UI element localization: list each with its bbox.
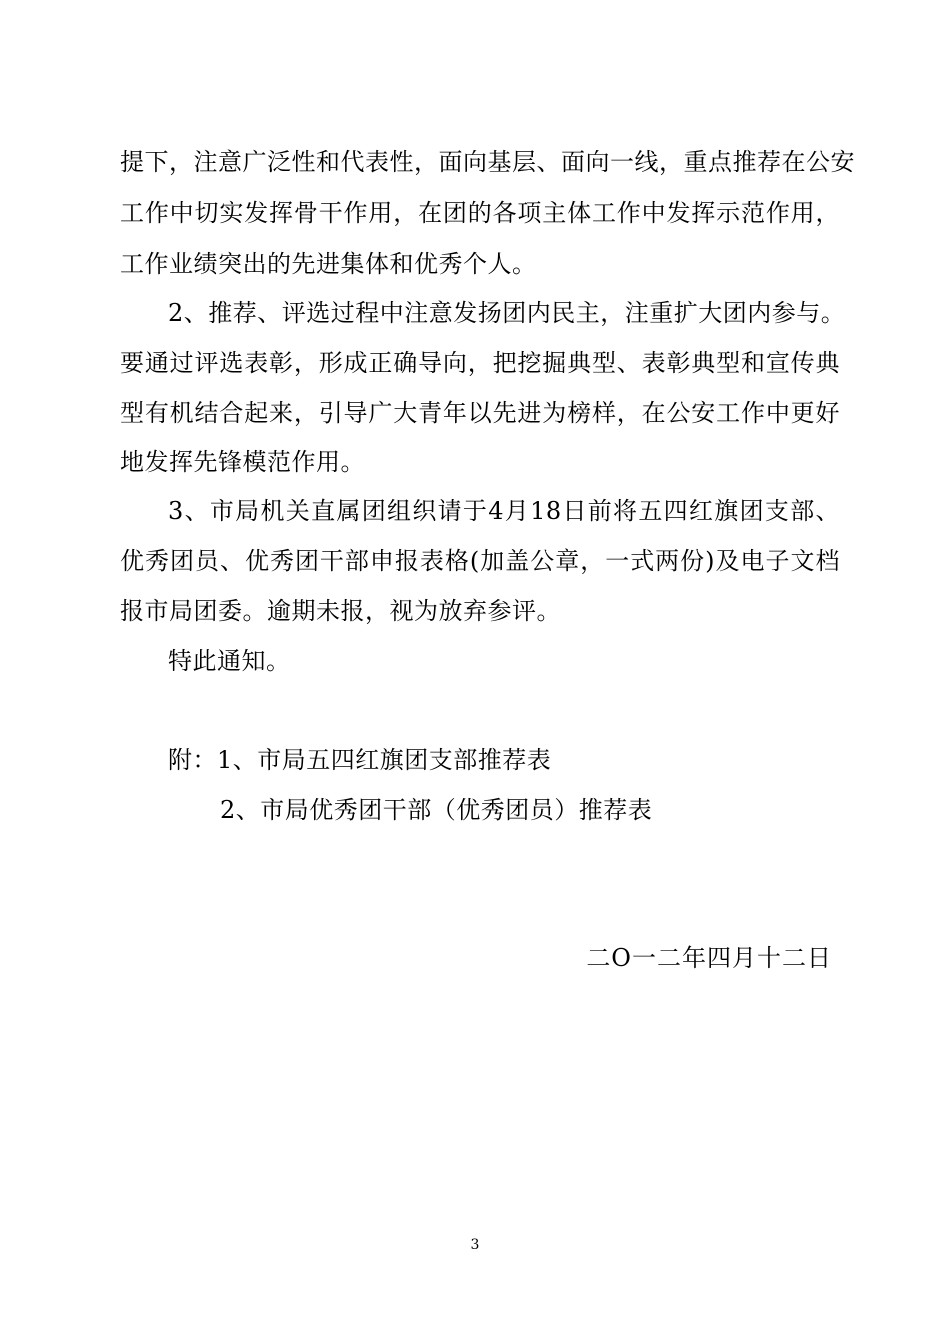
document-date: 二O一二年四月十二日 xyxy=(586,944,832,972)
para1-line-1: 提下，注意广泛性和代表性，面向基层、面向一线，重点推荐在公安 xyxy=(120,148,855,176)
para3-line-2: 优秀团员、优秀团干部申报表格(加盖公章，一式两份)及电子文档 xyxy=(120,547,840,575)
para1-line-2: 工作中切实发挥骨干作用，在团的各项主体工作中发挥示范作用， xyxy=(120,199,840,227)
para1-line-3: 工作业绩突出的先进集体和优秀个人。 xyxy=(120,250,537,278)
para2-line-1: 2、推荐、评选过程中注意发扬团内民主，注重扩大团内参与。 xyxy=(168,299,846,327)
para3-line-3: 报市局团委。逾期未报，视为放弃参评。 xyxy=(120,597,561,625)
para2-line-2: 要通过评选表彰，形成正确导向，把挖掘典型、表彰典型和宣传典 xyxy=(120,349,840,377)
para2-line-4: 地发挥先锋模范作用。 xyxy=(120,448,365,476)
attachment-line-2: 2、市局优秀团干部（优秀团员）推荐表 xyxy=(220,796,653,824)
closing-line: 特此通知。 xyxy=(168,647,291,675)
para3-line-1: 3、市局机关直属团组织请于4月18日前将五四红旗团支部、 xyxy=(168,497,840,525)
para2-line-3: 型有机结合起来，引导广大青年以先进为榜样，在公安工作中更好 xyxy=(120,399,840,427)
page-number: 3 xyxy=(470,1237,480,1253)
attachment-line-1: 附：1、市局五四红旗团支部推荐表 xyxy=(168,746,552,774)
